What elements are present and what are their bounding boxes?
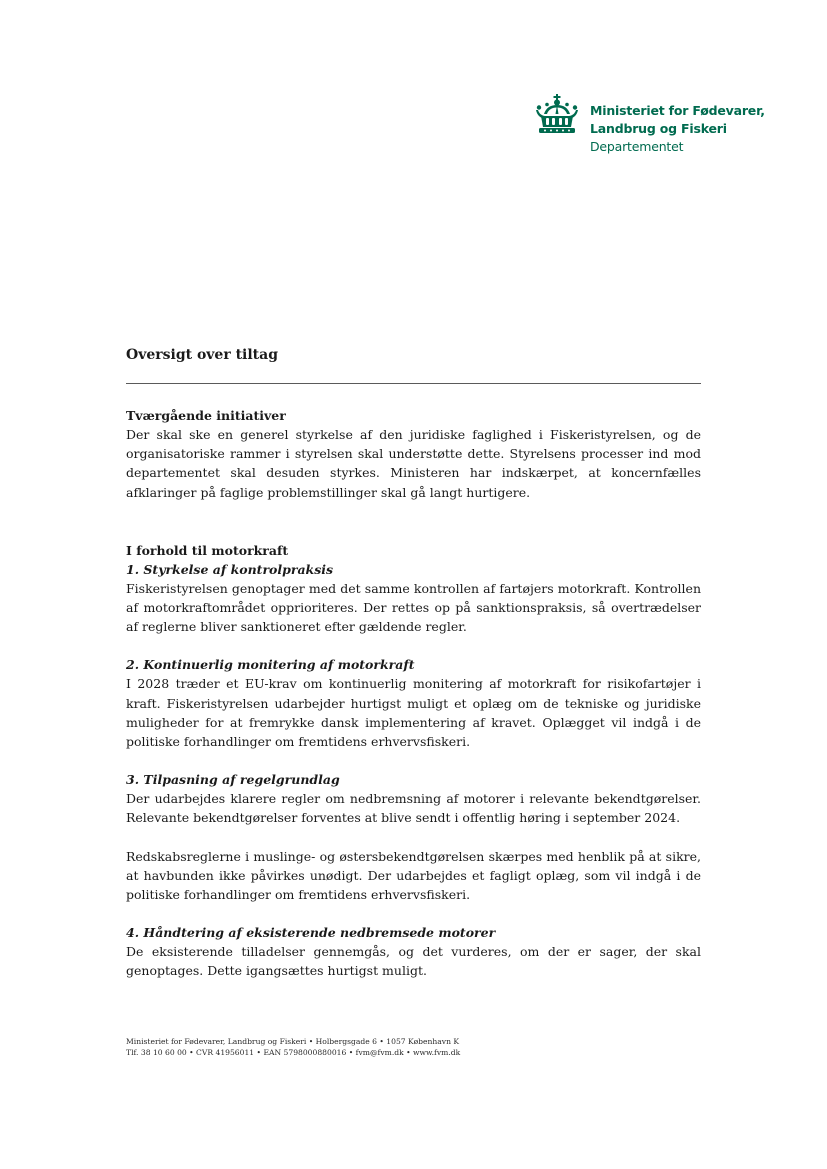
subsection-heading: 4. Håndtering af eksisterende nedbremsede motorer — [126, 925, 496, 941]
paragraph: Fiskeristyrelsen genoptager med det samme kontrollen af fartøjers motorkraft. Kontrollen af motorkraftområdet opprioriteres. Der rettes op på sanktionspraksis, så overtrædelser af reglerne bliver sanktioneret efter gældende regler. — [126, 580, 701, 635]
department-name: Departementet — [590, 139, 684, 154]
ministry-logo — [533, 94, 773, 158]
subsection-regulatory-adjustment — [126, 770, 701, 904]
ministry-name-line-2: Landbrug og Fiskeri — [590, 121, 727, 136]
page-footer — [126, 1036, 460, 1058]
subsection-existing-derated-engines — [126, 923, 701, 980]
subsection-heading: 3. Tilpasning af regelgrundlag — [126, 772, 340, 788]
section-heading: I forhold til motorkraft — [126, 542, 289, 558]
paragraph: Redskabsreglerne i muslinge- og østersbekendtgørelsen skærpes med henblik på at sikre, at havbunden ikke påvirkes unødigt. Der udarbejdes et fagligt oplæg, som vil indgå i de politiske forhandlinger om fremtidens erhvervsfiskeri. — [126, 848, 701, 903]
ministry-name-line-1: Ministeriet for Fødevarer, — [590, 103, 765, 118]
subsection-heading: 1. Styrkelse af kontrolpraksis — [126, 561, 334, 577]
page-title: Oversigt over tiltag — [126, 347, 279, 363]
title-divider — [126, 383, 701, 384]
subsection-heading: 2. Kontinuerlig monitering af motorkraft — [126, 657, 415, 673]
section-heading: Tværgående initiativer — [126, 408, 286, 423]
paragraph: Der udarbejdes klarere regler om nedbremsning af motorer i relevante bekendtgørelser. Relevante bekendtgørelser forventes at blive sendt i offentlig høring i september 2024. — [126, 791, 701, 826]
subsection-control-practice — [126, 560, 701, 637]
document-body — [126, 406, 701, 981]
section-engine-power — [126, 541, 701, 981]
paragraph: De eksisterende tilladelser gennemgås, og det vurderes, om der er sager, der skal genoptages. Dette igangsættes hurtigst muligt. — [126, 944, 701, 979]
paragraph: Der skal ske en generel styrkelse af den juridiske faglighed i Fiskeristyrelsen, og de organisatoriske rammer i styrelsen skal understøtte dette. Styrelsens processer ind mod departementet skal desuden styrkes. Ministeren har indskærpet, at koncernfælles afklaringer på faglige problemstillinger skal gå langt hurtigere. — [126, 427, 701, 500]
royal-crown-icon — [533, 94, 581, 136]
footer-address: Ministeriet for Fødevarer, Landbrug og Fiskeri • Holbergsgade 6 • 1057 København K — [126, 1037, 460, 1046]
subsection-continuous-monitoring — [126, 655, 701, 751]
section-cross-cutting-initiatives — [126, 406, 701, 502]
footer-contact: Tlf. 38 10 60 00 • CVR 41956011 • EAN 5798000880016 • fvm@fvm.dk • www.fvm.dk — [126, 1048, 461, 1057]
ministry-name — [590, 102, 765, 156]
paragraph: I 2028 træder et EU-krav om kontinuerlig monitering af motorkraft for risikofartøjer i kraft. Fiskeristyrelsen udarbejder hurtigst muligt et oplæg om de tekniske og juridiske muligheder for at fremrykke dansk implementering af kravet. Oplægget vil indgå i de politiske forhandlinger om fremtidens erhvervsfiskeri. — [126, 676, 701, 750]
